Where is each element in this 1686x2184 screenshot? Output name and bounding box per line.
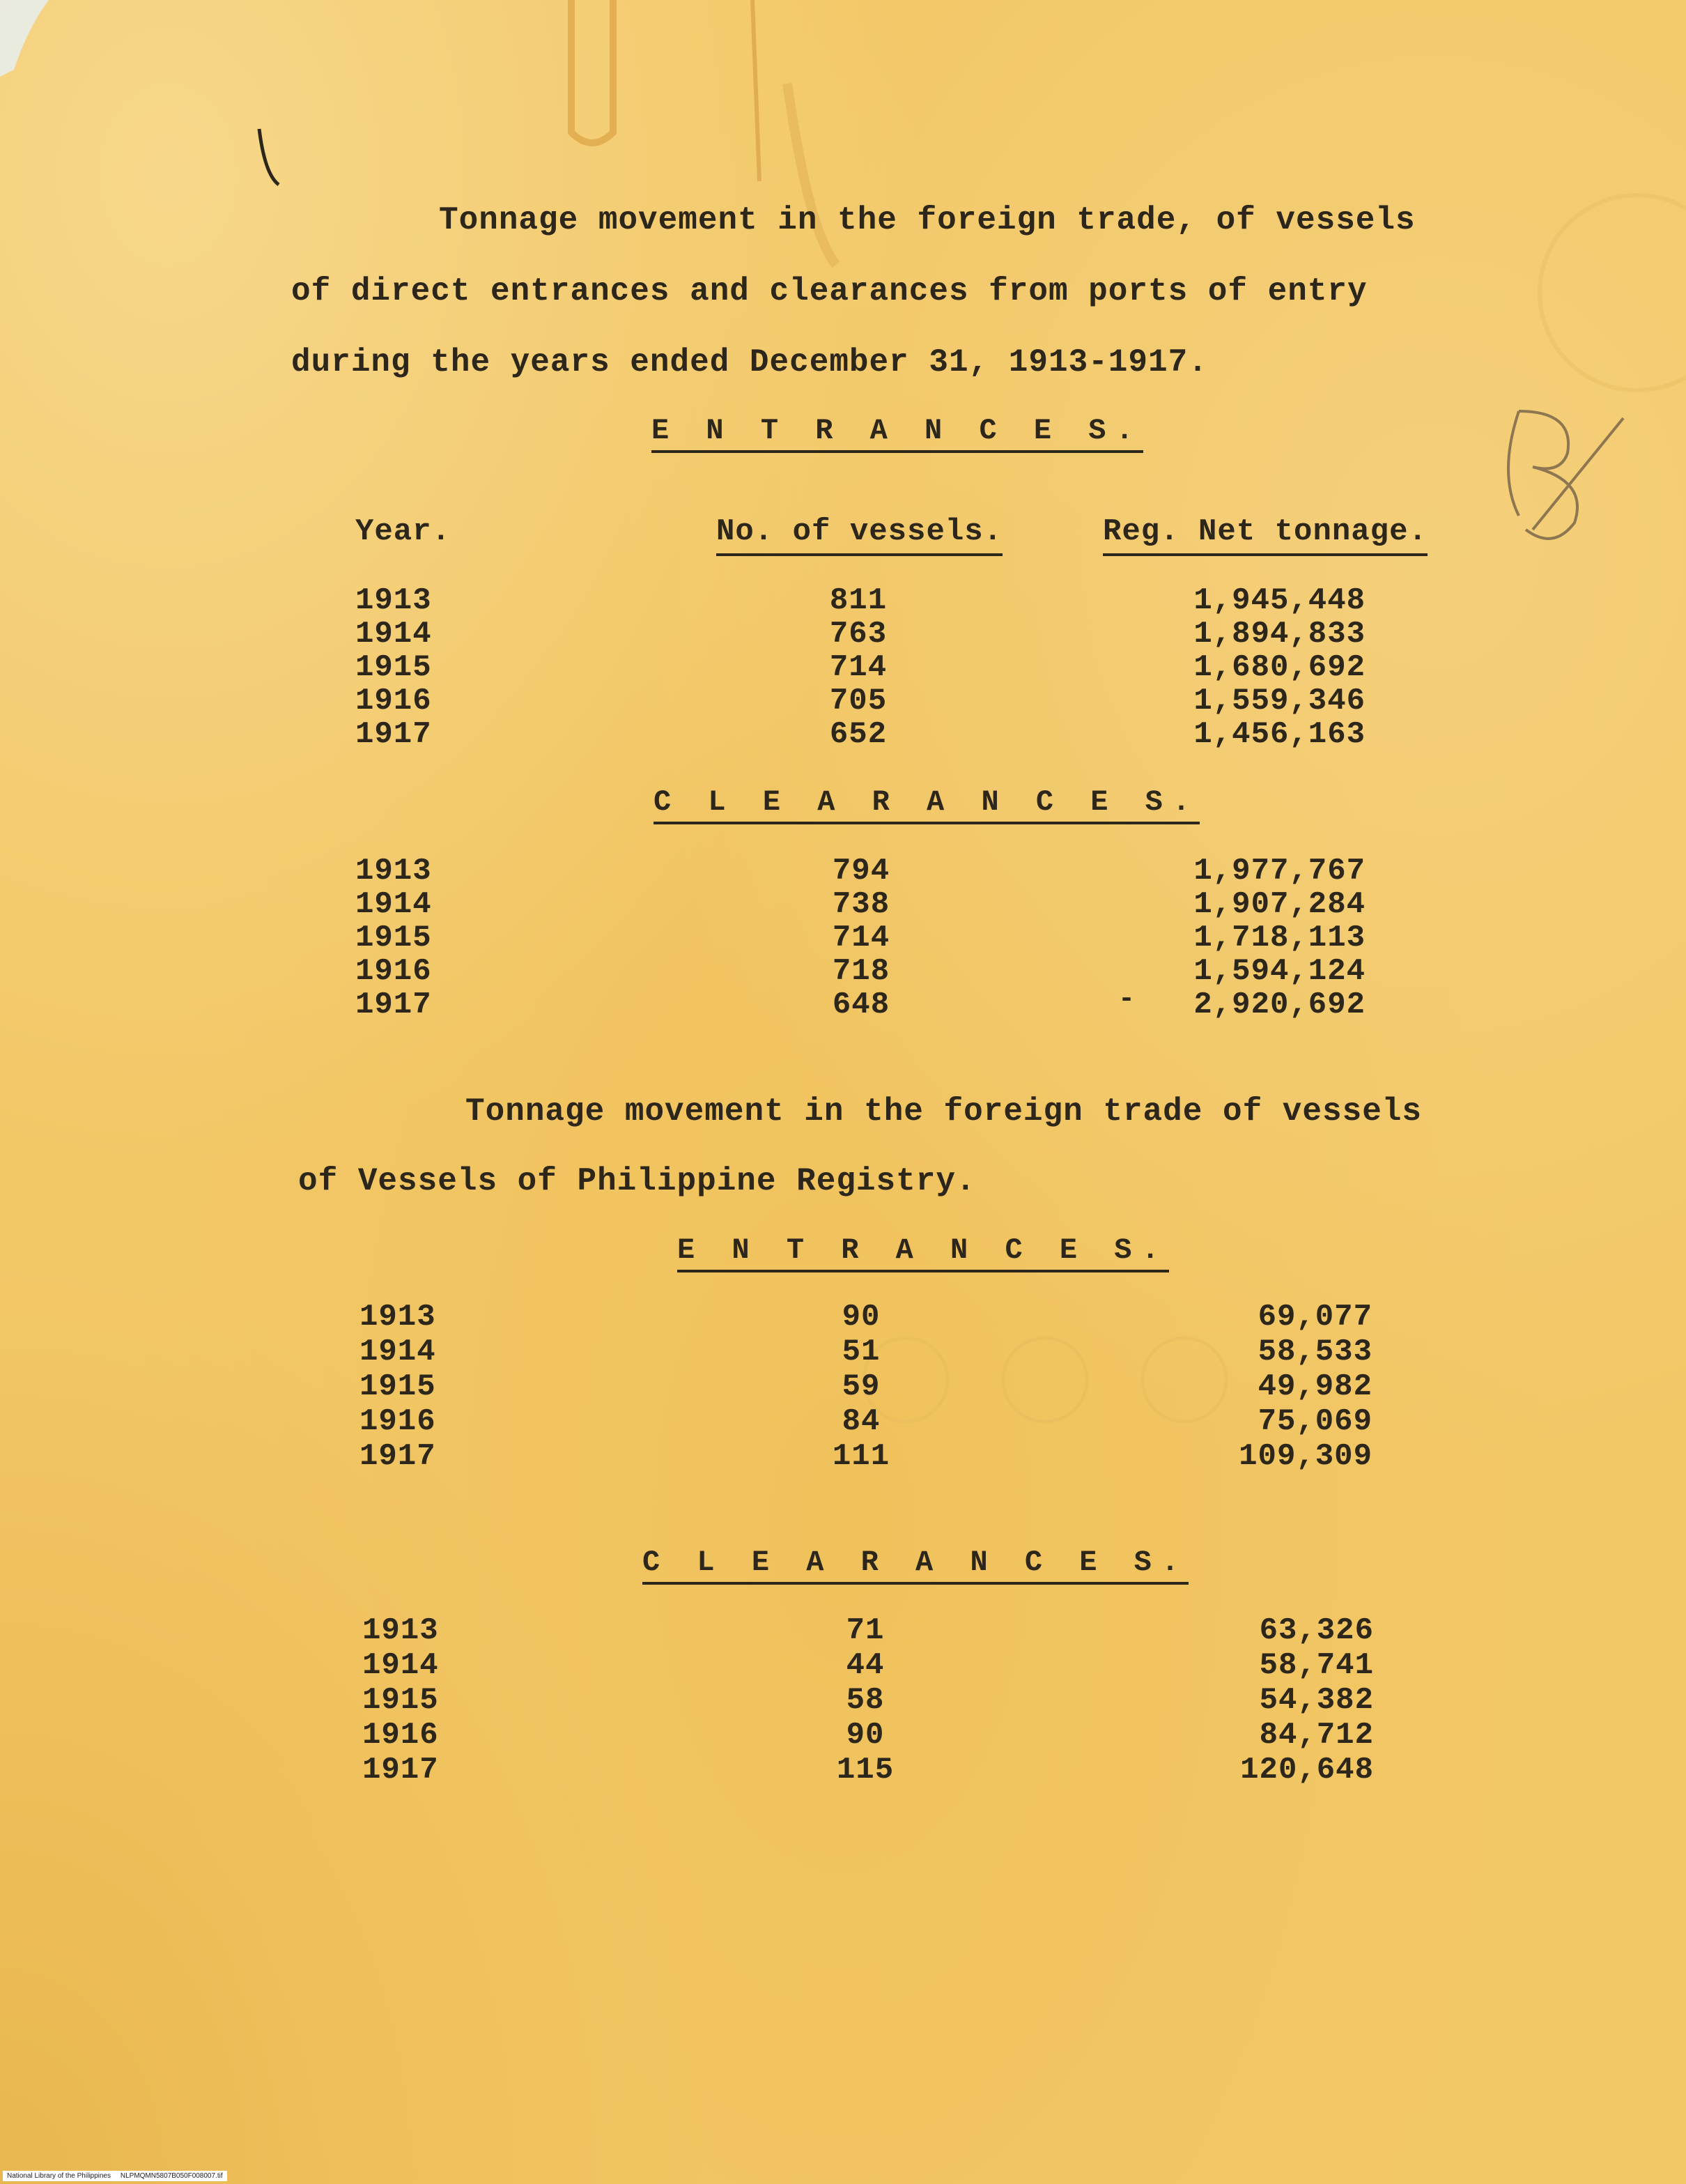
cell-year: 1913 <box>362 1613 439 1648</box>
cell-vessels: 59 <box>842 1369 881 1404</box>
cell-vessels: 90 <box>846 1718 885 1753</box>
title-line-1: Tonnage movement in the foreign trade, of vessels <box>439 202 1416 238</box>
table-row <box>0 684 1686 718</box>
cell-tonnage: 1,456,163 <box>1193 717 1366 752</box>
table-row <box>0 1335 1686 1369</box>
table-row <box>0 1649 1686 1682</box>
cell-vessels: 44 <box>846 1648 885 1683</box>
cell-tonnage: 58,741 <box>1259 1648 1374 1683</box>
cell-tonnage: 1,894,833 <box>1193 617 1366 652</box>
section-heading-entrances: E N T R A N C E S. <box>651 414 1143 453</box>
column-header-year: Year. <box>355 514 451 549</box>
cell-tonnage: 54,382 <box>1259 1683 1374 1718</box>
cell-vessels: 652 <box>829 717 888 752</box>
table-row <box>0 651 1686 684</box>
cell-year: 1914 <box>359 1335 436 1369</box>
cell-vessels: 648 <box>832 987 890 1022</box>
table-row <box>0 955 1686 988</box>
cell-vessels: 714 <box>832 921 890 955</box>
column-header-vessels: No. of vessels. <box>716 514 1003 556</box>
cell-year: 1916 <box>362 1718 439 1753</box>
cell-year: 1916 <box>355 954 432 989</box>
section-heading-entrances: E N T R A N C E S. <box>677 1233 1169 1272</box>
cell-year: 1914 <box>362 1648 439 1683</box>
table-row <box>0 1614 1686 1647</box>
cell-tonnage: 1,680,692 <box>1193 650 1366 685</box>
title-line-3: during the years ended December 31, 1913-1917. <box>291 344 1208 380</box>
cell-tonnage: 120,648 <box>1240 1753 1374 1787</box>
cell-tonnage: 109,309 <box>1239 1439 1372 1474</box>
table-row <box>0 921 1686 955</box>
cell-year: 1915 <box>355 650 432 685</box>
cell-tonnage: 75,069 <box>1258 1404 1372 1439</box>
cell-tonnage: 2,920,692 <box>1193 987 1366 1022</box>
cell-year: 1913 <box>355 583 432 618</box>
cell-year: 1913 <box>355 854 432 889</box>
table-row <box>0 854 1686 888</box>
cell-tonnage: 1,718,113 <box>1193 921 1366 955</box>
cell-tonnage: 1,945,448 <box>1193 583 1366 618</box>
cell-vessels: 811 <box>829 583 888 618</box>
cell-vessels: 718 <box>832 954 890 989</box>
table-row <box>0 1718 1686 1752</box>
cell-tonnage: 1,907,284 <box>1193 887 1366 922</box>
table-row <box>0 584 1686 617</box>
cell-vessels: 705 <box>829 684 888 718</box>
section-heading-clearances: C L E A R A N C E S. <box>642 1546 1189 1585</box>
cell-vessels: 794 <box>832 854 890 889</box>
cell-vessels: 58 <box>846 1683 885 1718</box>
cell-tonnage: 1,559,346 <box>1193 684 1366 718</box>
table-row <box>0 1684 1686 1717</box>
cell-vessels: 111 <box>832 1439 890 1474</box>
cell-year: 1917 <box>359 1439 436 1474</box>
table-row <box>0 988 1686 1022</box>
cell-year: 1916 <box>359 1404 436 1439</box>
archive-footer: National Library of the Philippines NLPMQMN5807B050F008007.tif <box>3 2171 227 2181</box>
table-row <box>0 1370 1686 1404</box>
table-row <box>0 617 1686 651</box>
title-line-2: of direct entrances and clearances from ports of entry <box>291 273 1368 309</box>
cell-year: 1914 <box>355 617 432 652</box>
cell-tonnage: 1,594,124 <box>1193 954 1366 989</box>
cell-year: 1914 <box>355 887 432 922</box>
column-header-tonnage: Reg. Net tonnage. <box>1103 514 1428 556</box>
table-row <box>0 1300 1686 1334</box>
cell-vessels: 763 <box>829 617 888 652</box>
cell-year: 1915 <box>359 1369 436 1404</box>
cell-vessels: 84 <box>842 1404 881 1439</box>
table-row <box>0 1405 1686 1438</box>
pencil-margin-note <box>1491 390 1630 557</box>
table-row <box>0 1753 1686 1787</box>
philippine-title-line-1: Tonnage movement in the foreign trade of vessels <box>465 1093 1423 1130</box>
section-heading-clearances: C L E A R A N C E S. <box>653 785 1200 824</box>
cell-year: 1913 <box>359 1300 436 1335</box>
cell-vessels: 115 <box>836 1753 895 1787</box>
table-row <box>0 718 1686 751</box>
cell-year: 1917 <box>355 987 432 1022</box>
cell-year: 1915 <box>362 1683 439 1718</box>
cell-year: 1917 <box>362 1753 439 1787</box>
cell-tonnage: 69,077 <box>1258 1300 1372 1335</box>
cell-vessels: 51 <box>842 1335 881 1369</box>
cell-vessels: 90 <box>842 1300 881 1335</box>
table-row <box>0 1440 1686 1473</box>
cell-vessels: 71 <box>846 1613 885 1648</box>
cell-tonnage: 58,533 <box>1258 1335 1372 1369</box>
cell-year: 1917 <box>355 717 432 752</box>
cell-tonnage: 63,326 <box>1259 1613 1374 1648</box>
cell-vessels: 738 <box>832 887 890 922</box>
cell-tonnage: 49,982 <box>1258 1369 1372 1404</box>
cell-vessels: 714 <box>829 650 888 685</box>
table-row <box>0 888 1686 921</box>
cell-year: 1915 <box>355 921 432 955</box>
cell-tonnage: 1,977,767 <box>1193 854 1366 889</box>
ink-dash-mark: - <box>1118 984 1136 1015</box>
cell-year: 1916 <box>355 684 432 718</box>
cell-tonnage: 84,712 <box>1259 1718 1374 1753</box>
philippine-title-line-2: of Vessels of Philippine Registry. <box>298 1163 976 1199</box>
